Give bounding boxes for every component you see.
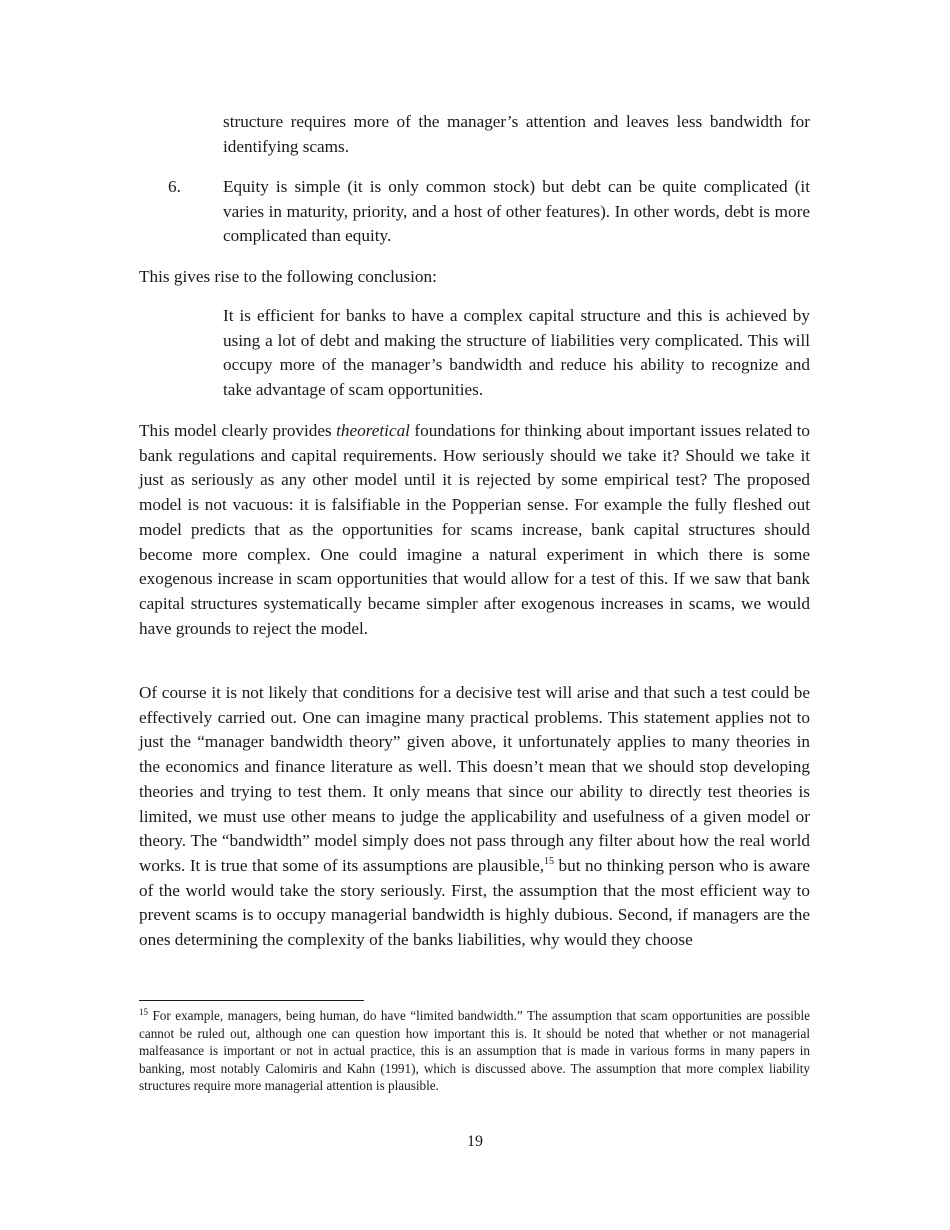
footnote-mark: 15: [139, 1007, 148, 1017]
conclusion-quote: It is efficient for banks to have a complex capital structure and this is achieved by using a lot of debt and making the structure of liabilities very complicated. This will occupy more of the manager’s bandwidth and reduce his ability to recognize and take advantage of scam opportunities.: [223, 306, 810, 400]
footnote-reference[interactable]: 15: [544, 855, 555, 867]
list-item-number: 6.: [168, 177, 181, 196]
paragraph-course-start: Of course it is not likely that conditions for a decisive test will arise and that such a test could be effectively carried out. One can imagine many practical problems. This statement applies not to just the “manager bandwidth theory” given above, it unfortunately applies to many theories in the economics and finance literature as well. This doesn’t mean that we should stop developing theories and trying to test them. It only means that since our ability to directly test theories is limited, we must use other means to judge the applicability and usefulness of a given model or theory. The “bandwidth” model simply does not pass through any filter about how the real world works. It is true that some of its assumptions are plausible,: [139, 683, 810, 875]
paragraph-model-italic: theoretical: [336, 421, 410, 440]
paragraph-model-start: This model clearly provides: [139, 421, 337, 440]
footnote-text: For example, managers, being human, do have “limited bandwidth.” The assumption that scam opportunities are possible cannot be ruled out, although one can question how important this is. It should be noted that whether or not managerial malfeasance is important or not in actual practice, this is an assumption that is made in various forms in many papers in banking, most notably Calomiris and Kahn (1991), which is discussed above. The assumption that more complex liability structures require more managerial attention is plausible.: [139, 1008, 810, 1094]
paragraph-model-rest: foundations for thinking about important issues related to bank regulations and capital requirements. How seriously should we take it? Should we take it just as seriously as any other model until it is rejected by some empirical test? The proposed model is not vacuous: it is falsifiable in the Popperian sense. For example the fully fleshed out model predicts that as the opportunities for scams increase, bank capital structures should become more complex. One could imagine a natural experiment in which there is some exogenous increase in scam opportunities that would allow for a test of this. If we saw that bank capital structures systematically became simpler after exogenous increases in scams, we would have grounds to reject the model.: [139, 421, 810, 638]
conclusion-intro: This gives rise to the following conclusion:: [139, 267, 437, 286]
page-number: 19: [467, 1133, 483, 1150]
footnote-divider: [139, 1000, 364, 1001]
paragraph-carryover: structure requires more of the manager’s attention and leaves less bandwidth for identifying scams.: [223, 112, 810, 156]
footnote: [139, 1007, 810, 1095]
paragraph-course: [139, 681, 810, 953]
paragraph-course-rest: but no thinking person who is aware of the world would take the story seriously. First, the assumption that the most efficient way to prevent scams is to occupy managerial bandwidth is highly dubious. Second, if managers are the ones determining the complexity of the banks liabilities, why would they choose: [139, 855, 810, 950]
list-item-text: Equity is simple (it is only common stock) but debt can be quite complicated (it varies in maturity, priority, and a host of other features). In other words, debt is more complicated than equity.: [223, 177, 810, 246]
paragraph-model: [139, 419, 810, 641]
